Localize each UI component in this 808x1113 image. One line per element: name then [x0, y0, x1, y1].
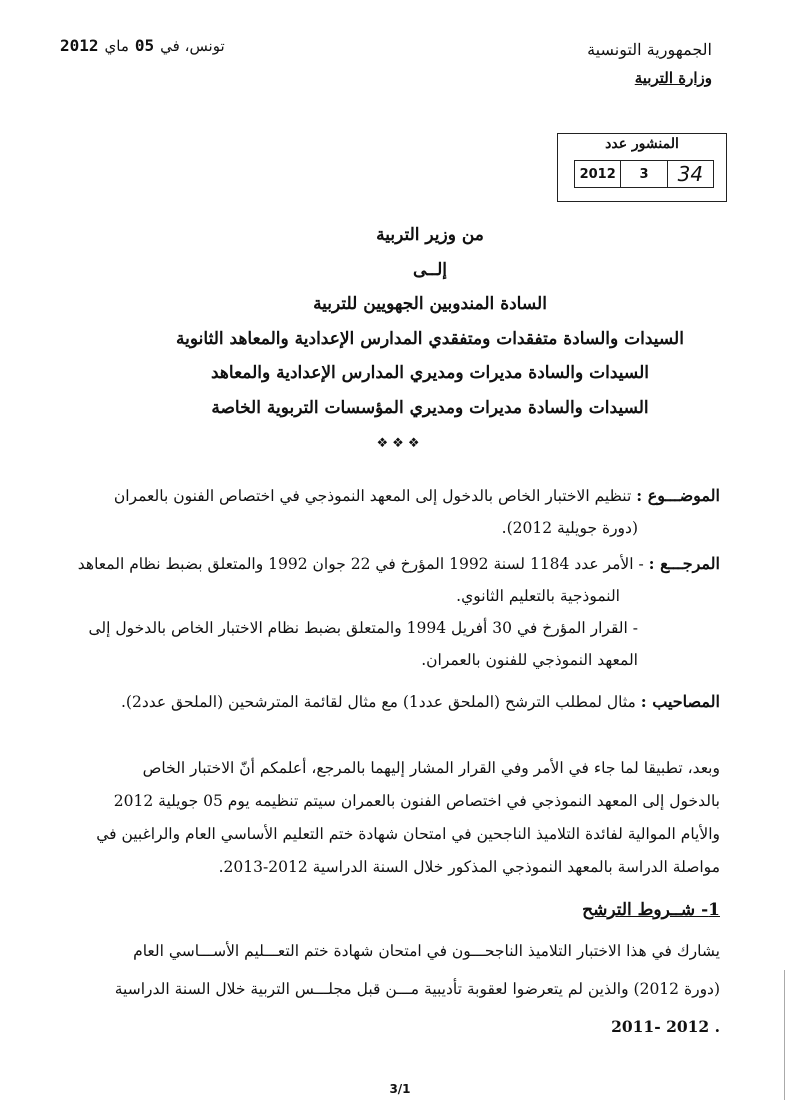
- circular-label: المنشور عدد: [605, 136, 679, 152]
- attachments-section: [70, 686, 720, 718]
- addressee-line: السيدات والسادة مديرات ومديري المؤسسات التربوية الخاصة: [211, 397, 649, 418]
- body-line: مواصلة الدراسة بالمعهد النموذجي المذكور خلال السنة الدراسية 2012-2013.: [218, 858, 720, 876]
- scan-edge-line: [784, 970, 785, 1100]
- section-1-heading: 1- شــروط الترشح: [582, 900, 720, 920]
- ministry-name: وزارة التربية: [634, 69, 712, 87]
- body-line: وبعد، تطبيقا لما جاء في الأمر وفي القرار المشار إليهما بالمرجع، أعلمكم أنّ الاختبار الخاص: [142, 759, 720, 777]
- date-year: 2012: [60, 36, 99, 55]
- section-1-line: (دورة 2012) والذين لم يتعرضوا لعقوبة تأديبية مـــن قبل مجلـــس التربية خلال السنة الدراسية: [114, 980, 720, 998]
- section-1-line: يشارك في هذا الاختبار التلاميذ الناجحـــون في امتحان شهادة ختم التعـــليم الأســـاسي العام: [133, 942, 720, 960]
- separator-ornament: ❖❖❖: [376, 436, 424, 451]
- addressee-line: السيدات والسادة مديرات ومديري المدارس الإعدادية والمعاهد: [211, 363, 649, 383]
- attachments-label: المصاحيب :: [640, 692, 720, 711]
- subject-session: (دورة جويلية 2012).: [501, 519, 638, 537]
- subject-label: الموضـــوع :: [636, 486, 720, 505]
- circular-year: 2012: [575, 161, 621, 187]
- circular-number-cells: [574, 160, 714, 188]
- place-date-prefix: تونس، في: [160, 36, 225, 55]
- from-line: من وزير التربية: [376, 225, 484, 245]
- dateline: [60, 36, 260, 55]
- circular-volume: 3: [621, 161, 667, 187]
- subject-section: [70, 480, 720, 544]
- reference-item-1: - الأمر عدد 1184 لسنة 1992 المؤرخ في 22 جوان 1992 والمتعلق بضبط نظام المعاهد: [77, 555, 644, 573]
- attachments-text: مثال لمطلب الترشح (الملحق عدد1) مع مثال لقائمة المترشحين (الملحق عدد2).: [120, 693, 636, 711]
- body-line: والأيام الموالية لفائدة التلاميذ الناجحين في امتحان شهادة ختم التعليم الأساسي العام والراغبين في: [96, 825, 720, 843]
- date-month: ماي: [104, 36, 129, 55]
- reference-item-1-cont: النموذجية بالتعليم الثانوي.: [456, 587, 620, 605]
- addressee-line: السيدات والسادة متفقدات ومتفقدي المدارس الإعدادية والمعاهد الثانوية: [176, 328, 684, 349]
- section-1-paragraph: [70, 932, 720, 1046]
- addressee-line: السادة المندوبين الجهويين للتربية: [313, 294, 547, 314]
- date-day: 05: [134, 36, 155, 55]
- subject-text: تنظيم الاختبار الخاص بالدخول إلى المعهد النموذجي في اختصاص الفنون بالعمران: [113, 487, 632, 505]
- page-number: 3/1: [389, 1082, 411, 1096]
- reference-item-2-cont: المعهد النموذجي للفنون بالعمران.: [421, 651, 638, 669]
- reference-item-2: - القرار المؤرخ في 30 أفريل 1994 والمتعلق بضبط نظام الاختبار الخاص بالدخول إلى: [88, 619, 638, 637]
- reference-label: المرجـــع :: [648, 554, 720, 573]
- addressees-block: [150, 218, 710, 425]
- circular-number: 34: [677, 162, 704, 186]
- circular-number-box: [557, 133, 727, 202]
- reference-section: [70, 548, 720, 676]
- body-line: بالدخول إلى المعهد النموذجي في اختصاص الفنون بالعمران سيتم تنظيمه يوم 05 جويلية 2012: [113, 792, 720, 810]
- republic-name: الجمهورية التونسية: [587, 40, 712, 59]
- letterhead: [512, 36, 712, 92]
- body-paragraph: [70, 752, 720, 884]
- to-line: إلــى: [412, 259, 448, 280]
- section-1-line: . 2012 -2011: [611, 1017, 720, 1036]
